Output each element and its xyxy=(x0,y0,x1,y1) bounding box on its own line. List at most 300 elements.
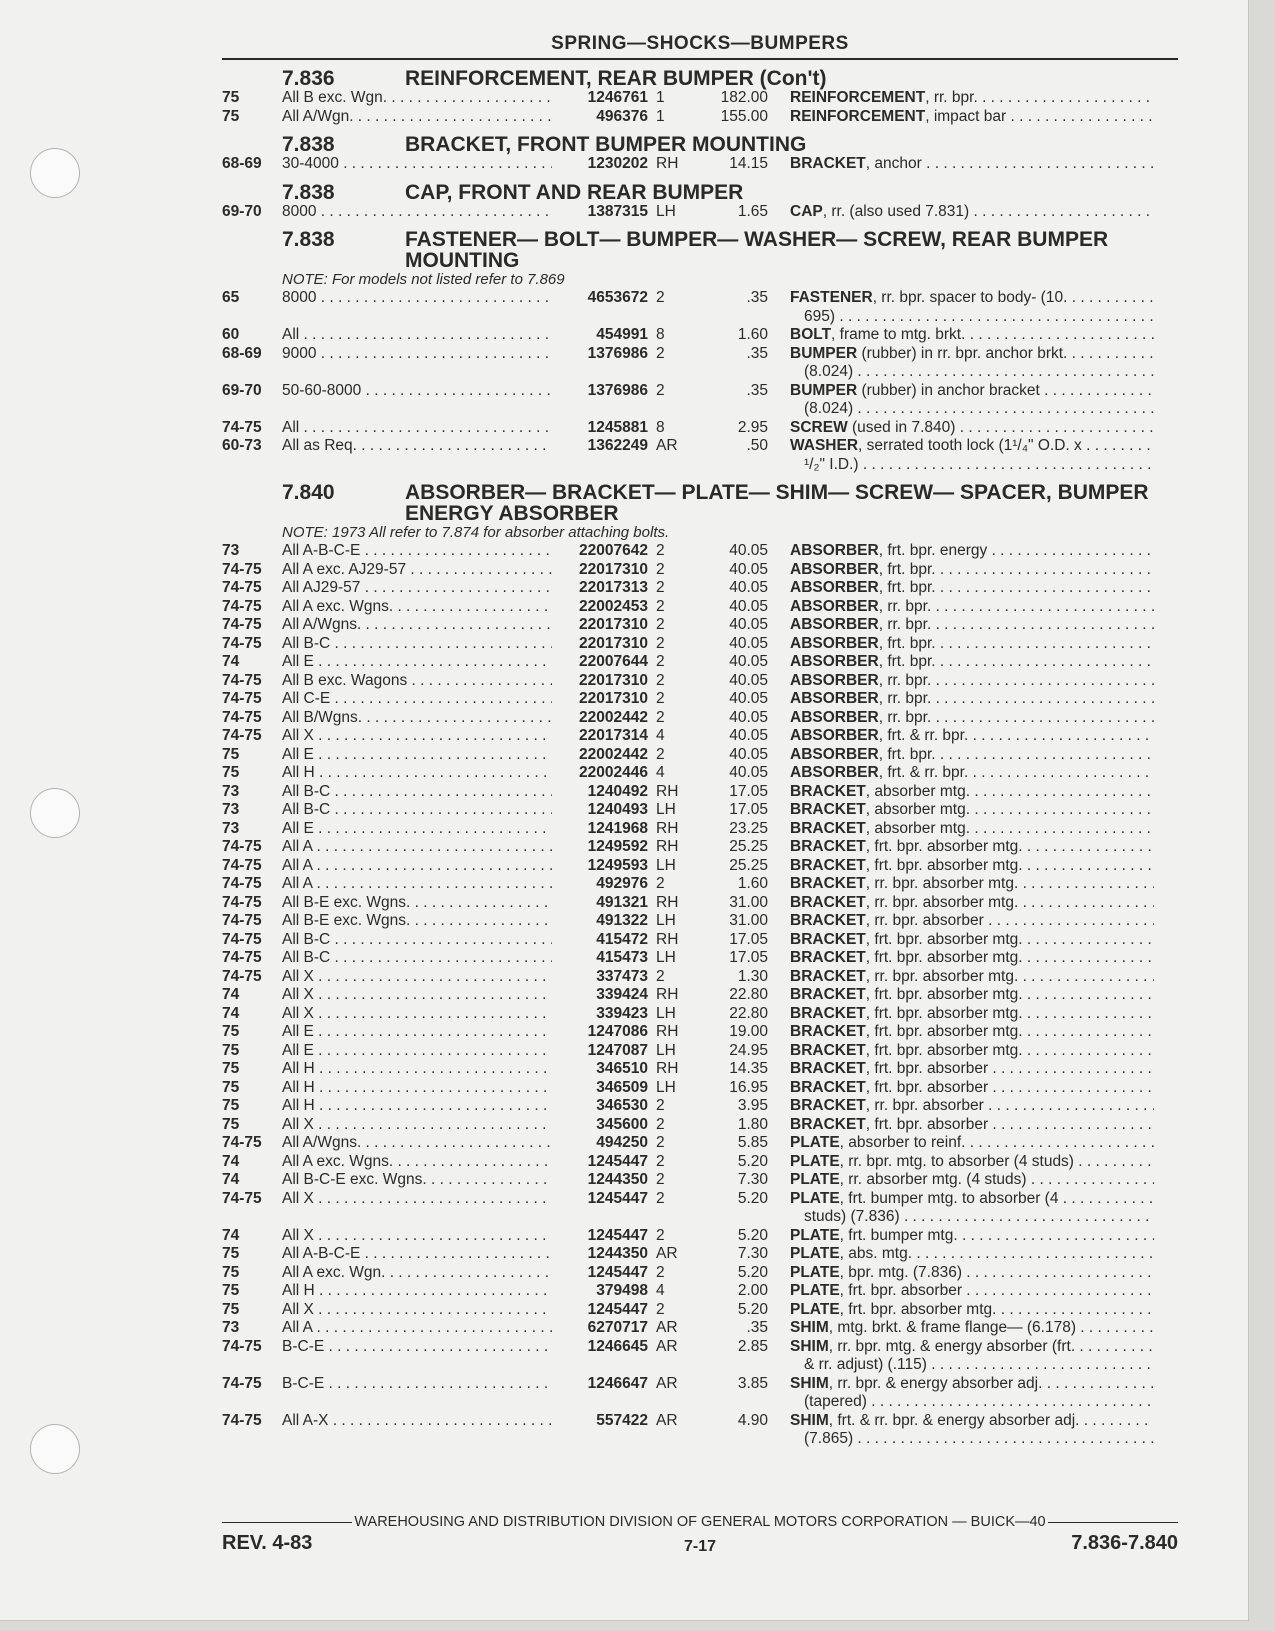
price-cell: 23.25 xyxy=(729,819,768,837)
model-cell: B-C-E . . . xyxy=(282,1338,552,1375)
description-cell xyxy=(768,986,1154,1005)
model-cell: All H . . . xyxy=(282,1097,552,1116)
quantity-cell: 2 xyxy=(656,1152,665,1170)
price-cell: 7.30 xyxy=(737,1171,768,1188)
part-number-cell: 1376986 xyxy=(587,344,648,362)
year-cell: 74 xyxy=(222,1226,240,1244)
description-line xyxy=(790,1134,1154,1153)
model-cell: All B-C . . . xyxy=(282,783,552,802)
model-cell: All as Req. . . . xyxy=(282,437,552,474)
table-row xyxy=(222,1227,1178,1246)
model-cell: All A exc. Wgns. . . . xyxy=(282,598,552,617)
year-cell: 69-70 xyxy=(222,202,262,220)
description-cell xyxy=(768,875,1154,894)
description-cell xyxy=(768,801,1154,820)
model-cell: All A/Wgn. . . . xyxy=(282,108,552,127)
table-row xyxy=(222,1171,1178,1190)
price-cell: 40.05 xyxy=(729,542,768,559)
price-cell: 40.05 xyxy=(729,690,768,707)
section-title: REINFORCEMENT, REAR BUMPER (Con't) xyxy=(405,67,827,90)
quantity-cell: 2 xyxy=(656,690,665,707)
table-row xyxy=(222,838,1178,857)
table-row xyxy=(222,542,1178,561)
table-row xyxy=(222,108,1178,127)
table-row xyxy=(222,727,1178,746)
part-number-cell: 1240493 xyxy=(587,801,648,818)
quantity-cell: 2 xyxy=(656,1171,665,1188)
description-line xyxy=(790,912,1154,931)
description-cell xyxy=(768,1116,1154,1135)
description-line xyxy=(790,1338,1154,1357)
quantity-cell: 2 xyxy=(656,560,665,578)
description-keyword: BRACKET xyxy=(790,1023,866,1040)
description-line xyxy=(790,672,1154,691)
part-number-cell: 1245447 xyxy=(587,1300,648,1318)
description-keyword: BRACKET xyxy=(790,1097,866,1114)
price-cell: 5.85 xyxy=(737,1134,768,1151)
description-cell xyxy=(768,1042,1154,1061)
year-cell: 74-75 xyxy=(222,930,262,948)
quantity-cell: LH xyxy=(656,1004,676,1022)
quantity-cell: RH xyxy=(656,838,679,855)
quantity-cell: 2 xyxy=(656,579,665,596)
description-text: , frt. bpr. xyxy=(878,560,936,578)
quantity-cell: RH xyxy=(656,930,679,948)
description-cell xyxy=(768,1171,1154,1190)
price-cell: 40.05 xyxy=(729,597,768,615)
table-row xyxy=(222,598,1178,617)
price-cell: 40.05 xyxy=(729,727,768,744)
quantity-cell: LH xyxy=(656,202,676,220)
description-line xyxy=(790,1060,1154,1079)
year-cell: 75 xyxy=(222,1078,240,1096)
description-line xyxy=(790,653,1154,672)
quantity-cell: 2 xyxy=(656,967,665,985)
description-text: , serrated tooth lock (1¹/₄" O.D. x xyxy=(858,437,1082,454)
quantity-cell: 2 xyxy=(656,671,665,689)
description-cell xyxy=(768,1264,1154,1283)
quantity-cell: 2 xyxy=(656,1263,665,1281)
part-number-cell: 1230202 xyxy=(587,155,648,172)
quantity-cell: 2 xyxy=(656,1189,665,1207)
description-cell xyxy=(768,542,1154,561)
table-row xyxy=(222,1375,1178,1412)
year-cell: 75 xyxy=(222,1115,240,1133)
description-line xyxy=(790,616,1154,635)
description-keyword: BUMPER xyxy=(790,344,858,362)
price-cell: .35 xyxy=(746,1319,768,1336)
description-line xyxy=(790,986,1154,1005)
part-number-cell: 1245447 xyxy=(587,1152,648,1170)
year-cell: 74-75 xyxy=(222,912,262,929)
quantity-cell: AR xyxy=(656,1245,678,1262)
description-keyword: WASHER xyxy=(790,437,859,454)
description-line xyxy=(790,1042,1154,1061)
description-line xyxy=(790,838,1154,857)
quantity-cell: 1 xyxy=(656,89,665,106)
price-cell: 17.05 xyxy=(729,949,768,966)
model-cell: All B-C . . . xyxy=(282,949,552,968)
model-cell: All H . . . xyxy=(282,1282,552,1301)
part-number-cell: 22007644 xyxy=(579,653,648,670)
part-number-cell: 22007642 xyxy=(579,542,648,559)
table-row xyxy=(222,203,1178,222)
section-7-838 xyxy=(222,174,1178,222)
description-line xyxy=(790,1264,1154,1283)
description-text: , rr. absorber mtg. (4 studs) xyxy=(839,1171,1027,1188)
quantity-cell: RH xyxy=(656,782,679,800)
section-heading xyxy=(222,474,1178,524)
description-text: , rr. bpr. & energy absorber adj. xyxy=(828,1374,1043,1392)
year-cell: 75 xyxy=(222,89,240,106)
table-row xyxy=(222,764,1178,783)
description-line xyxy=(790,437,1154,456)
table-row xyxy=(222,382,1178,419)
quantity-cell: LH xyxy=(656,856,676,874)
model-cell: All X . . . xyxy=(282,968,552,987)
price-cell: 3.95 xyxy=(737,1097,768,1114)
model-cell: All A-B-C-E . . . xyxy=(282,542,552,561)
description-line xyxy=(790,1319,1154,1338)
price-cell: .35 xyxy=(746,344,768,362)
description-line xyxy=(790,579,1154,598)
description-keyword: BRACKET xyxy=(790,949,866,966)
description-text: , rr. bpr. xyxy=(878,616,932,633)
section-title: BRACKET, FRONT BUMPER MOUNTING xyxy=(405,133,807,156)
quantity-cell: LH xyxy=(656,1078,676,1096)
description-text: , frt. bumper mtg. xyxy=(839,1226,958,1244)
description-text: (used in 7.840) xyxy=(847,418,956,436)
description-text: , frt. & rr. bpr. & energy absorber adj. xyxy=(828,1411,1080,1429)
description-cell xyxy=(768,894,1154,913)
description-text: , rr. bpr. mtg. & energy absorber (frt. xyxy=(828,1337,1076,1355)
description-line xyxy=(790,1245,1154,1264)
description-text: , rr. bpr. absorber mtg. xyxy=(865,893,1019,911)
model-cell: All AJ29-57 . . . xyxy=(282,579,552,598)
description-keyword: SCREW xyxy=(790,418,848,436)
section-number: 7.838 xyxy=(282,133,335,156)
price-cell: 40.05 xyxy=(729,653,768,670)
price-cell: 17.05 xyxy=(729,782,768,800)
model-cell: All E . . . xyxy=(282,1023,552,1042)
description-continuation: studs) (7.836) . . . xyxy=(790,1208,1154,1227)
description-line xyxy=(790,894,1154,913)
description-line xyxy=(790,801,1154,820)
year-cell: 74 xyxy=(222,1171,240,1188)
price-cell: 2.95 xyxy=(737,418,768,436)
description-text: , abs. mtg. xyxy=(839,1245,913,1262)
description-line xyxy=(790,326,1154,345)
price-cell: 40.05 xyxy=(729,634,768,652)
description-cell xyxy=(768,1412,1154,1449)
description-line xyxy=(790,1171,1154,1190)
description-cell xyxy=(768,1097,1154,1116)
price-cell: 5.20 xyxy=(737,1226,768,1244)
price-cell: 17.05 xyxy=(729,930,768,948)
description-line xyxy=(790,89,1154,108)
description-text: , frt. bpr. xyxy=(878,634,936,652)
price-cell: 2.85 xyxy=(737,1337,768,1355)
model-cell: All A-B-C-E . . . xyxy=(282,1245,552,1264)
description-line xyxy=(790,727,1154,746)
year-cell: 75 xyxy=(222,1245,240,1262)
part-number-cell: 491322 xyxy=(596,912,648,929)
description-keyword: PLATE xyxy=(790,1300,840,1318)
price-cell: 40.05 xyxy=(729,560,768,578)
description-cell xyxy=(768,1375,1154,1412)
description-text: , bpr. mtg. (7.836) xyxy=(839,1263,962,1281)
table-row xyxy=(222,1319,1178,1338)
description-line xyxy=(790,155,1154,174)
model-cell: All A . . . xyxy=(282,1319,552,1338)
table-row xyxy=(222,746,1178,765)
description-text: , rr. bpr. absorber xyxy=(865,1097,984,1114)
part-number-cell: 22017310 xyxy=(579,634,648,652)
description-keyword: PLATE xyxy=(790,1152,840,1170)
table-row xyxy=(222,1023,1178,1042)
description-cell xyxy=(768,746,1154,765)
part-number-cell: 346510 xyxy=(596,1060,648,1077)
description-continuation: (tapered) . . . xyxy=(790,1393,1154,1412)
price-cell: 25.25 xyxy=(729,838,768,855)
description-cell xyxy=(768,289,1154,326)
quantity-cell: 2 xyxy=(656,1134,665,1151)
year-cell: 74-75 xyxy=(222,671,262,689)
description-continuation: 695) . . . xyxy=(790,308,1154,327)
table-row xyxy=(222,1153,1178,1172)
description-cell xyxy=(768,931,1154,950)
year-cell: 74-75 xyxy=(222,875,262,892)
model-cell: All B exc. Wgn. . . . xyxy=(282,89,552,108)
quantity-cell: 2 xyxy=(656,875,665,892)
section-7-838 xyxy=(222,126,1178,174)
part-number-cell: 1241968 xyxy=(587,819,648,837)
year-cell: 74-75 xyxy=(222,579,262,596)
table-row xyxy=(222,690,1178,709)
revision-label: REV. 4-83 xyxy=(222,1532,313,1554)
description-line xyxy=(790,820,1154,839)
table-row xyxy=(222,1245,1178,1264)
model-cell: All B-C . . . xyxy=(282,635,552,654)
model-cell: All X . . . xyxy=(282,1005,552,1024)
quantity-cell: RH xyxy=(656,155,679,172)
description-line xyxy=(790,1190,1154,1209)
model-cell: All E . . . xyxy=(282,820,552,839)
part-number-cell: 1247086 xyxy=(587,1023,648,1040)
quantity-cell: 2 xyxy=(656,1226,665,1244)
description-cell xyxy=(768,764,1154,783)
table-row xyxy=(222,616,1178,635)
binder-hole xyxy=(30,788,80,838)
model-cell: All X . . . xyxy=(282,727,552,746)
part-number-cell: 1249593 xyxy=(587,856,648,874)
table-row xyxy=(222,1338,1178,1375)
price-cell: 2.00 xyxy=(737,1282,768,1299)
table-row xyxy=(222,1412,1178,1449)
year-cell: 74-75 xyxy=(222,893,262,911)
quantity-cell: 2 xyxy=(656,1097,665,1114)
table-row xyxy=(222,326,1178,345)
description-cell xyxy=(768,912,1154,931)
description-cell xyxy=(768,579,1154,598)
quantity-cell: 8 xyxy=(656,326,665,343)
model-cell: 8000 . . . xyxy=(282,289,552,326)
model-cell: All A exc. Wgns. . . . xyxy=(282,1153,552,1172)
part-number-cell: 1245447 xyxy=(587,1263,648,1281)
description-keyword: BUMPER xyxy=(790,381,858,399)
table-row xyxy=(222,801,1178,820)
description-cell xyxy=(768,820,1154,839)
description-line xyxy=(790,1023,1154,1042)
price-cell: 14.35 xyxy=(729,1060,768,1077)
description-line xyxy=(790,289,1154,308)
model-cell: All A . . . xyxy=(282,875,552,894)
year-cell: 68-69 xyxy=(222,155,262,172)
description-line xyxy=(790,709,1154,728)
year-cell: 60 xyxy=(222,326,240,343)
description-keyword: REINFORCEMENT xyxy=(790,107,926,125)
model-cell: B-C-E . . . xyxy=(282,1375,552,1412)
price-cell: 24.95 xyxy=(729,1041,768,1059)
part-number-cell: 1245447 xyxy=(587,1189,648,1207)
quantity-cell: 2 xyxy=(656,616,665,633)
price-cell: .50 xyxy=(746,437,768,454)
model-cell: 50-60-8000 . . . xyxy=(282,382,552,419)
description-keyword: BOLT xyxy=(790,326,832,343)
description-cell xyxy=(768,1153,1154,1172)
description-cell xyxy=(768,968,1154,987)
quantity-cell: 2 xyxy=(656,289,665,306)
section-title: ABSORBER— BRACKET— PLATE— SHIM— SCREW— SPACER, BUMPER ENERGY ABSORBER xyxy=(405,481,1149,525)
model-cell: 9000 . . . xyxy=(282,345,552,382)
description-keyword: ABSORBER xyxy=(790,560,879,578)
table-row xyxy=(222,1079,1178,1098)
description-line xyxy=(790,690,1154,709)
footer-division-text: WAREHOUSING AND DISTRIBUTION DIVISION OF GENERAL MOTORS CORPORATION — BUICK—40 xyxy=(354,1514,1046,1530)
year-cell: 74-75 xyxy=(222,418,262,436)
part-number-cell: 496376 xyxy=(596,107,648,125)
footer-division xyxy=(222,1514,1178,1530)
section-number: 7.838 xyxy=(282,228,335,251)
description-text: , rr. bpr. xyxy=(878,597,932,615)
description-line xyxy=(790,1005,1154,1024)
description-cell xyxy=(768,727,1154,746)
description-cell xyxy=(768,437,1154,474)
table-row xyxy=(222,1005,1178,1024)
quantity-cell: RH xyxy=(656,986,679,1003)
table-row xyxy=(222,968,1178,987)
table-row xyxy=(222,894,1178,913)
table-row xyxy=(222,345,1178,382)
description-line xyxy=(790,561,1154,580)
year-cell: 73 xyxy=(222,542,240,559)
description-line xyxy=(790,542,1154,561)
description-line xyxy=(790,1097,1154,1116)
model-cell: All X . . . xyxy=(282,1190,552,1227)
year-cell: 74-75 xyxy=(222,708,262,726)
year-cell: 74-75 xyxy=(222,634,262,652)
description-text: , frt. bpr. absorber mtg. xyxy=(865,1004,1023,1022)
price-cell: 4.90 xyxy=(737,1411,768,1429)
price-cell: 1.30 xyxy=(737,967,768,985)
description-keyword: SHIM xyxy=(790,1319,829,1336)
description-line xyxy=(790,1116,1154,1135)
description-cell xyxy=(768,1301,1154,1320)
year-cell: 75 xyxy=(222,1060,240,1077)
part-number-cell: 1387315 xyxy=(587,202,648,220)
part-number-cell: 22017310 xyxy=(579,560,648,578)
description-text: , absorber mtg. xyxy=(865,801,971,818)
quantity-cell: 2 xyxy=(656,1115,665,1133)
model-cell: All E . . . xyxy=(282,653,552,672)
quantity-cell: 2 xyxy=(656,634,665,652)
description-text: , absorber to reinf. xyxy=(839,1134,966,1151)
section-range: 7.836-7.840 xyxy=(1071,1532,1178,1554)
model-cell: All H . . . xyxy=(282,764,552,783)
description-cell xyxy=(768,635,1154,654)
description-cell xyxy=(768,838,1154,857)
quantity-cell: LH xyxy=(656,801,676,818)
description-cell xyxy=(768,1282,1154,1301)
description-cell xyxy=(768,949,1154,968)
model-cell: All A exc. AJ29-57 . . . xyxy=(282,561,552,580)
part-number-cell: 1245447 xyxy=(587,1226,648,1244)
description-keyword: BRACKET xyxy=(790,986,866,1003)
price-cell: 1.60 xyxy=(737,326,768,343)
price-cell: 17.05 xyxy=(729,801,768,818)
description-keyword: ABSORBER xyxy=(790,616,879,633)
price-cell: 5.20 xyxy=(737,1152,768,1170)
quantity-cell: 4 xyxy=(656,727,665,744)
description-line xyxy=(790,783,1154,802)
footer-rule-right xyxy=(1048,1522,1178,1523)
description-keyword: PLATE xyxy=(790,1226,840,1244)
year-cell: 74 xyxy=(222,1004,240,1022)
model-cell: All A . . . xyxy=(282,857,552,876)
part-number-cell: 1249592 xyxy=(587,838,648,855)
description-line xyxy=(790,1301,1154,1320)
description-cell xyxy=(768,1005,1154,1024)
description-keyword: BRACKET xyxy=(790,1041,866,1059)
sections-container xyxy=(222,60,1178,1449)
quantity-cell: AR xyxy=(656,1374,678,1392)
description-keyword: ABSORBER xyxy=(790,690,879,707)
description-cell xyxy=(768,1319,1154,1338)
year-cell: 74 xyxy=(222,1152,240,1170)
model-cell: All B exc. Wagons . . . xyxy=(282,672,552,691)
model-cell: All X . . . xyxy=(282,986,552,1005)
description-text: , mtg. brkt. & frame flange— (6.178) xyxy=(828,1319,1076,1336)
description-cell xyxy=(768,326,1154,345)
model-cell: All H . . . xyxy=(282,1060,552,1079)
year-cell: 65 xyxy=(222,289,240,306)
model-cell: All C-E . . . xyxy=(282,690,552,709)
description-line xyxy=(790,598,1154,617)
part-number-cell: 337473 xyxy=(596,967,648,985)
part-number-cell: 4653672 xyxy=(587,289,648,306)
description-text: , frt. bpr. absorber xyxy=(865,1115,989,1133)
description-cell xyxy=(768,653,1154,672)
footer xyxy=(222,1532,1178,1558)
quantity-cell: 2 xyxy=(656,1300,665,1318)
part-number-cell: 1246645 xyxy=(587,1337,648,1355)
description-text: , rr. bpr. xyxy=(878,708,932,726)
description-keyword: PLATE xyxy=(790,1282,840,1299)
section-number: 7.840 xyxy=(282,481,335,504)
description-text: , anchor xyxy=(865,155,922,172)
part-number-cell: 1362249 xyxy=(587,437,648,454)
description-text: , frt. bpr. absorber mtg. xyxy=(865,949,1023,966)
